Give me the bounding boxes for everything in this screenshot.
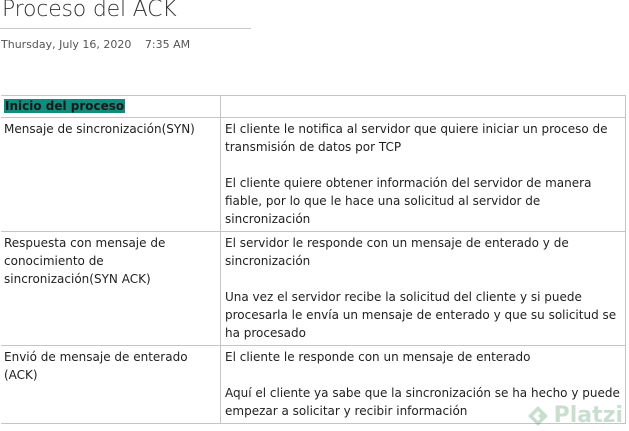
table-cell[interactable]	[221, 232, 626, 346]
table-cell[interactable]	[1, 118, 221, 232]
row-label: Respuesta con mensaje de conocimiento de sincronización(SYN ACK)	[4, 236, 166, 286]
row-paragraph: Aquí el cliente ya sabe que la sincronización se ha hecho y puede empezar a solicitar y recibir información	[225, 386, 620, 418]
table-row	[1, 232, 626, 346]
notes-table[interactable]	[0, 95, 626, 424]
page-date: Thursday, July 16, 2020	[1, 38, 132, 51]
row-paragraph: El servidor le responde con un mensaje de enterado y de sincronización	[225, 236, 569, 268]
table-cell[interactable]	[1, 96, 221, 118]
table-cell[interactable]	[1, 346, 221, 424]
row-paragraph: Una vez el servidor recibe la solicitud del cliente y si puede procesarla le envía un mensaje de enterado y que su solicitud se ha procesado	[225, 290, 617, 340]
table-row	[1, 346, 626, 424]
table-header-row	[1, 96, 626, 118]
row-paragraph: El cliente le responde con un mensaje de enterado	[225, 350, 531, 364]
table-cell[interactable]	[221, 346, 626, 424]
row-label: Mensaje de sincronización(SYN)	[4, 122, 195, 136]
row-paragraph: El cliente quiere obtener información del servidor de manera fiable, por lo que le hace una solicitud al servidor de sincronización	[225, 176, 592, 226]
row-label: Envió de mensaje de enterado (ACK)	[4, 350, 188, 382]
table-cell[interactable]	[1, 232, 221, 346]
watermark-brand: Platzi	[553, 403, 623, 428]
highlighted-heading: Inicio del proceso	[5, 99, 125, 113]
page-timestamp	[1, 38, 190, 51]
row-paragraph: El cliente le notifica al servidor que quiere iniciar un proceso de transmisión de datos por TCP	[225, 122, 608, 154]
title-divider	[0, 28, 251, 29]
table-left-edge-mask	[0, 95, 1, 431]
table-cell[interactable]	[221, 96, 626, 118]
table-cell[interactable]	[221, 118, 626, 232]
page-time: 7:35 AM	[144, 38, 191, 51]
table-row	[1, 118, 626, 232]
page-title[interactable]: Proceso del ACK	[2, 0, 177, 22]
